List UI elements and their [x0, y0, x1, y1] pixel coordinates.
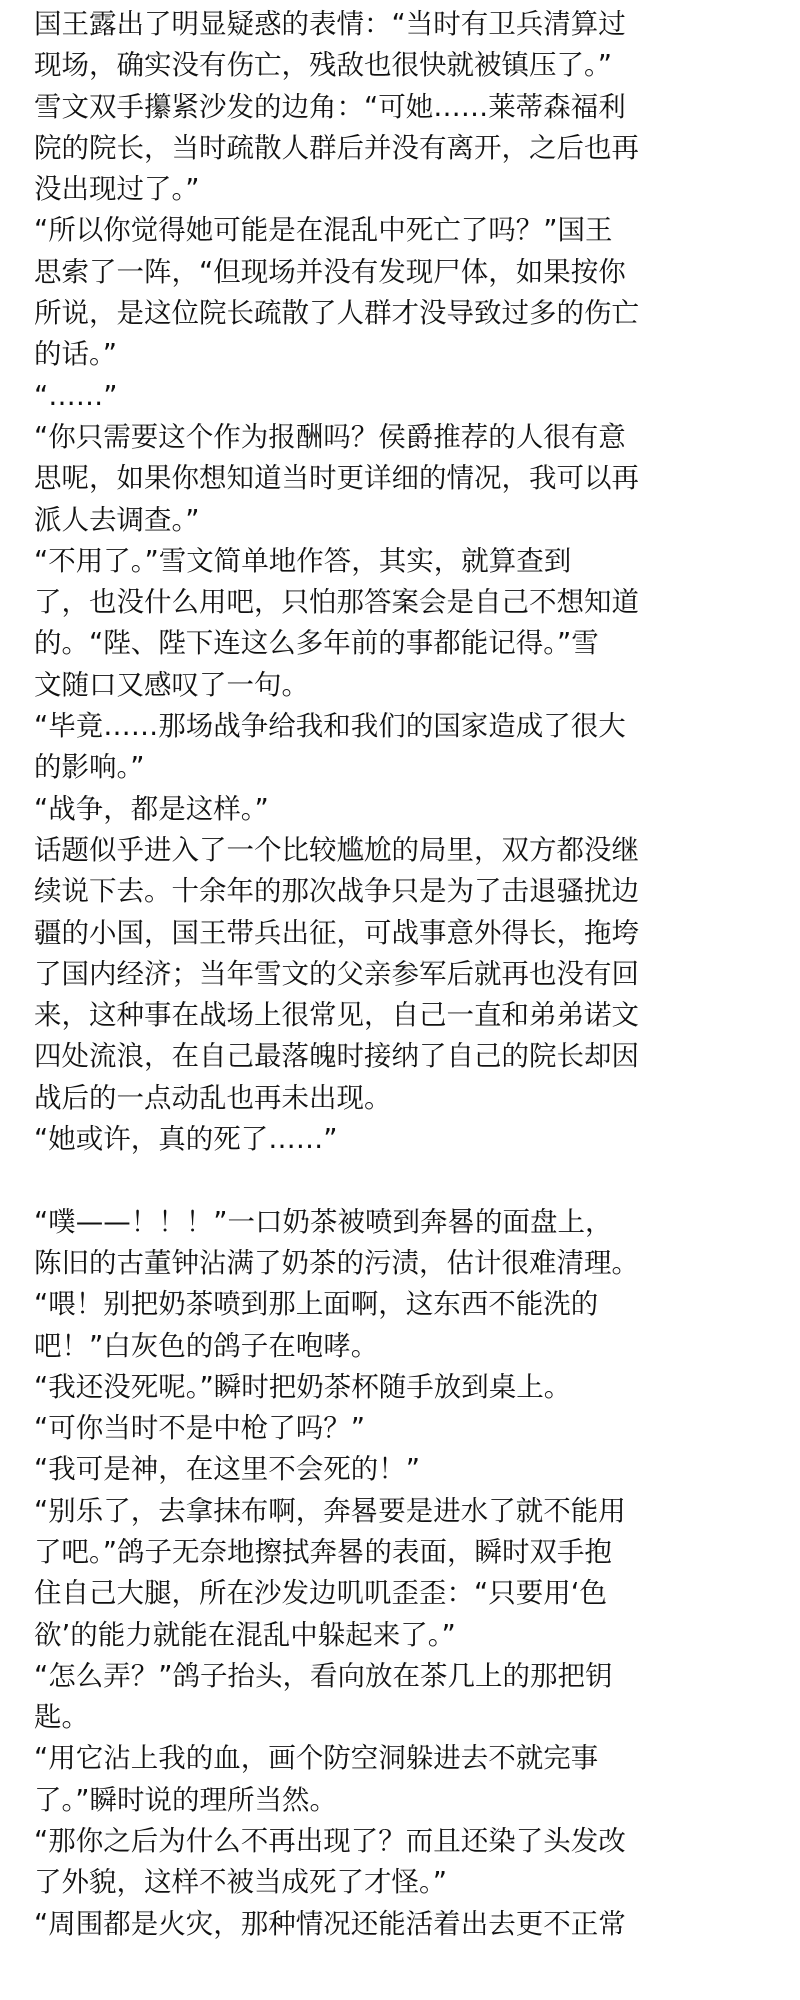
text-line: 派人去调查。”	[34, 503, 200, 536]
text-line: “我还没死呢。”瞬时把奶茶杯随手放到桌上。	[34, 1370, 572, 1403]
text-line: 没出现过了。”	[34, 173, 200, 206]
text-line: 院的院长，当时疏散人群后并没有离开，之后也再	[34, 131, 639, 164]
text-line: 四处流浪，在自己最落魄时接纳了自己的院长却因	[34, 1040, 639, 1073]
text-line: “别乐了，去拿抹布啊，奔晷要是进水了就不能用	[34, 1494, 626, 1527]
text-line: 了外貌，这样不被当成死了才怪。”	[34, 1866, 447, 1899]
text-line: “可你当时不是中枪了吗？”	[34, 1412, 365, 1445]
text-line: “所以你觉得她可能是在混乱中死亡了吗？”国王	[34, 214, 613, 247]
text-line: 文随口又感叹了一句。	[34, 668, 309, 701]
text-line: 雪文双手攥紧沙发的边角：“可她……莱蒂森福利	[34, 90, 626, 123]
text-line: 续说下去。十余年的那次战争只是为了击退骚扰边	[34, 875, 639, 908]
text-line: “那你之后为什么不再出现了？而且还染了头发改	[34, 1825, 626, 1858]
story-text	[34, 4, 774, 1945]
text-line: “她或许，真的死了……”	[34, 1123, 338, 1156]
text-line: 住自己大腿，所在沙发边叽叽歪歪：“只要用‘色	[34, 1577, 607, 1610]
text-line: “噗——！！！”一口奶茶被喷到奔晷的面盘上，	[34, 1205, 613, 1238]
text-line: 的。“陛、陛下连这么多年前的事都能记得。”雪	[34, 627, 599, 660]
text-line: 了国内经济；当年雪文的父亲参军后就再也没有回	[34, 957, 639, 990]
text-line: 疆的小国，国王带兵出征，可战事意外得长，拖垮	[34, 916, 639, 949]
text-line: 的影响。”	[34, 751, 145, 784]
blank-line	[34, 1160, 774, 1201]
text-line: 的话。”	[34, 338, 117, 371]
text-line: “怎么弄？”鸽子抬头，看向放在茶几上的那把钥	[34, 1659, 613, 1692]
text-line: 现场，确实没有伤亡，残敌也很快就被镇压了。”	[34, 49, 612, 82]
text-line: 战后的一点动乱也再未出现。	[34, 1081, 392, 1114]
text-line: 思呢，如果你想知道当时更详细的情况，我可以再	[34, 462, 639, 495]
text-line: 所说，是这位院长疏散了人群才没导致过多的伤亡	[34, 297, 639, 330]
text-line: “喂！别把奶茶喷到那上面啊，这东西不能洗的	[34, 1288, 599, 1321]
text-line: 了，也没什么用吧，只怕那答案会是自己不想知道	[34, 586, 639, 619]
text-line: “我可是神，在这里不会死的！”	[34, 1453, 420, 1486]
text-line: “不用了。”雪文简单地作答，其实，就算查到	[34, 544, 572, 577]
text-line: 吧！”白灰色的鸽子在咆哮。	[34, 1329, 379, 1362]
text-line: 国王露出了明显疑惑的表情：“当时有卫兵清算过	[34, 8, 626, 40]
text-line: “用它沾上我的血，画个防空洞躲进去不就完事	[34, 1742, 599, 1775]
text-line: 思索了一阵，“但现场并没有发现尸体，如果按你	[34, 255, 626, 288]
text-line: 陈旧的古董钟沾满了奶茶的污渍，估计很难清理。	[34, 1246, 639, 1279]
text-line: 来，这种事在战场上很常见，自己一直和弟弟诺文	[34, 999, 639, 1032]
text-line: 匙。	[34, 1701, 89, 1734]
text-line: 话题似乎进入了一个比较尴尬的局里，双方都没继	[34, 833, 639, 866]
text-line: “……”	[34, 379, 118, 412]
text-line: 欲’的能力就能在混乱中躲起来了。”	[34, 1618, 456, 1651]
text-line: 了。”瞬时说的理所当然。	[34, 1783, 337, 1816]
text-line: “周围都是火灾，那种情况还能活着出去更不正常	[34, 1907, 626, 1940]
text-line: “毕竟……那场战争给我和我们的国家造成了很大	[34, 710, 626, 743]
text-line: “你只需要这个作为报酬吗？侯爵推荐的人很有意	[34, 420, 626, 453]
text-line: “战争，都是这样。”	[34, 792, 269, 825]
text-line: 了吧。”鸽子无奈地擦拭奔晷的表面，瞬时双手抱	[34, 1535, 612, 1568]
